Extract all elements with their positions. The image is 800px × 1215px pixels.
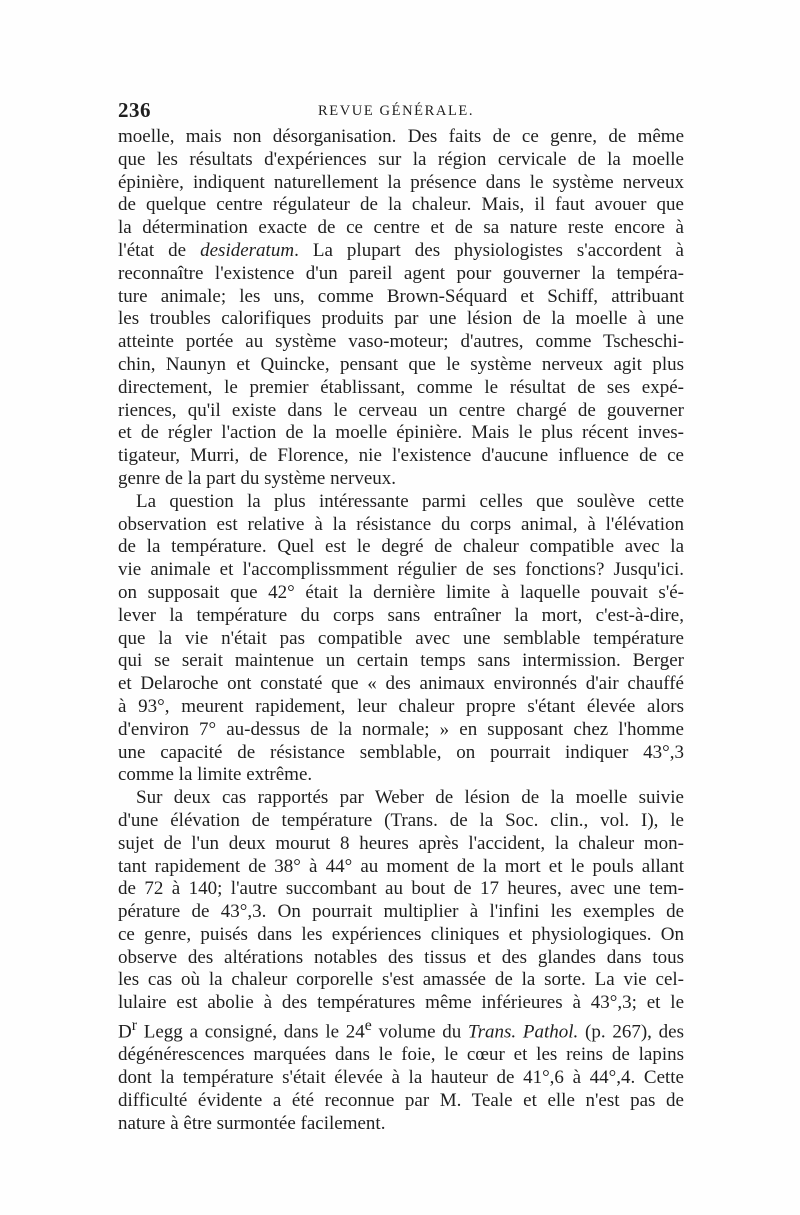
text-line: chin, Naunyn et Quincke, pensant que le système nerveux agit plus: [118, 353, 684, 375]
running-head: [118, 98, 684, 128]
text-line: La question la plus intéressante parmi celles que soulève cette: [136, 490, 684, 512]
text-line: et Delaroche ont constaté que « des animaux environnés d'air chauffé: [118, 673, 684, 695]
text-line: de la température. Quel est le degré de chaleur compatible avec la: [118, 536, 684, 558]
text-line: la détermination exacte de ce centre et de sa nature reste encore à: [118, 217, 684, 239]
text-line: Sur deux cas rapportés par Weber de lésion de la moelle suivie: [136, 787, 684, 809]
text-line: à 93°, meurent rapidement, leur chaleur propre s'étant élevée alors: [118, 695, 684, 717]
text-line: atteinte portée au système vaso-moteur; d'autres, comme Tscheschi-: [118, 331, 684, 353]
text-line: tigateur, Murri, de Florence, nie l'existence d'aucune influence de ce: [118, 445, 684, 467]
text-segment: volume du: [371, 1021, 469, 1043]
text-line: directement, le premier établissant, comme le résultat de ses expé-: [118, 376, 684, 398]
text-line: de 72 à 140; l'autre succombant au bout de 17 heures, avec une tem-: [118, 878, 684, 900]
text-line: reconnaître l'existence d'un pareil agent pour gouverner la tempéra-: [118, 262, 684, 284]
text-line: ce genre, puisés dans les expériences cliniques et physiologiques. On: [118, 923, 684, 945]
italic-title: Trans. Pathol.: [468, 1021, 579, 1043]
text-line: moelle, mais non désorganisation. Des faits de ce genre, de même: [118, 126, 684, 147]
text-line: ture animale; les uns, comme Brown-Séquard et Schiff, attribuant: [118, 285, 684, 307]
text-line: [118, 1015, 684, 1044]
text-segment: l'état de: [118, 239, 201, 261]
text-line: d'une élévation de température (Trans. de la Soc. clin., vol. I), le: [118, 809, 684, 831]
text-line: et de régler l'action de la moelle épinière. Mais le plus récent inves-: [118, 422, 684, 444]
text-line: qui se serait maintenue un certain temps sans intermission. Berger: [118, 650, 684, 672]
text-line: vie animale et l'accomplissmment régulier de ses fonctions? Jusqu'ici.: [118, 559, 684, 581]
text-line: lever la température du corps sans entraîner la mort, c'est-à-dire,: [118, 604, 684, 626]
text-line: observation est relative à la résistance du corps animal, à l'élévation: [118, 513, 684, 535]
text-segment: D: [118, 1021, 132, 1043]
text-line: tant rapidement de 38° à 44° au moment de la mort et le pouls allant: [118, 855, 684, 877]
text-segment: (p. 267), des: [578, 1021, 684, 1043]
text-line: [118, 240, 684, 263]
text-line: d'environ 7° au-dessus de la normale; » en supposant chez l'homme: [118, 718, 684, 740]
article-text: [118, 126, 684, 1135]
text-line: que la vie n'était pas compatible avec une semblable température: [118, 627, 684, 649]
text-line: lulaire est abolie à des températures même inférieures à 43°,3; et le: [118, 992, 684, 1014]
text-line: les troubles calorifiques produits par une lésion de la moelle à une: [118, 308, 684, 330]
text-line: genre de la part du système nerveux.: [118, 467, 397, 489]
text-segment: . La plupart des physiologistes s'accordent à: [294, 239, 684, 261]
text-line: les cas où la chaleur corporelle s'est amassée de la sorte. La vie cel-: [118, 969, 684, 991]
text-line: dont la température s'était élevée à la hauteur de 41°,6 à 44°,4. Cette: [118, 1067, 684, 1088]
text-line: une capacité de résistance semblable, on pourrait indiquer 43°,3: [118, 741, 684, 763]
text-line: nature à être surmontée facilement.: [118, 1112, 386, 1134]
text-line: dégénérescences marquées dans le foie, le cœur et les reins de lapins: [118, 1044, 684, 1066]
text-line: sujet de l'un deux mourut 8 heures après l'accident, la chaleur mon-: [118, 832, 684, 854]
text-line: que les résultats d'expériences sur la région cervicale de la moelle: [118, 148, 684, 170]
text-line: pérature de 43°,3. On pourrait multiplier à l'infini les exemples de: [118, 901, 684, 923]
text-line: épinière, indiquent naturellement la présence dans le système nerveux: [118, 171, 684, 193]
text-line: comme la limite extrême.: [118, 764, 313, 786]
page-number: 236: [118, 98, 151, 122]
text-segment: Legg a consigné, dans le 24: [137, 1021, 365, 1043]
superscript: e: [364, 1017, 372, 1035]
text-line: observe des altérations notables des tissus et des glandes dans tous: [118, 946, 684, 968]
text-line: riences, qu'il existe dans le cerveau un centre chargé de gouverner: [118, 399, 684, 421]
text-line: de quelque centre régulateur de la chaleur. Mais, il faut avouer que: [118, 194, 684, 216]
text-line: difficulté évidente a été reconnue par M. Teale et elle n'est pas de: [118, 1089, 684, 1111]
superscript: r: [131, 1017, 138, 1035]
journal-title: REVUE GÉNÉRALE.: [318, 103, 475, 119]
italic-term: desideratum: [200, 239, 295, 261]
text-line: on supposait que 42° était la dernière limite à laquelle pouvait s'é-: [118, 581, 684, 603]
